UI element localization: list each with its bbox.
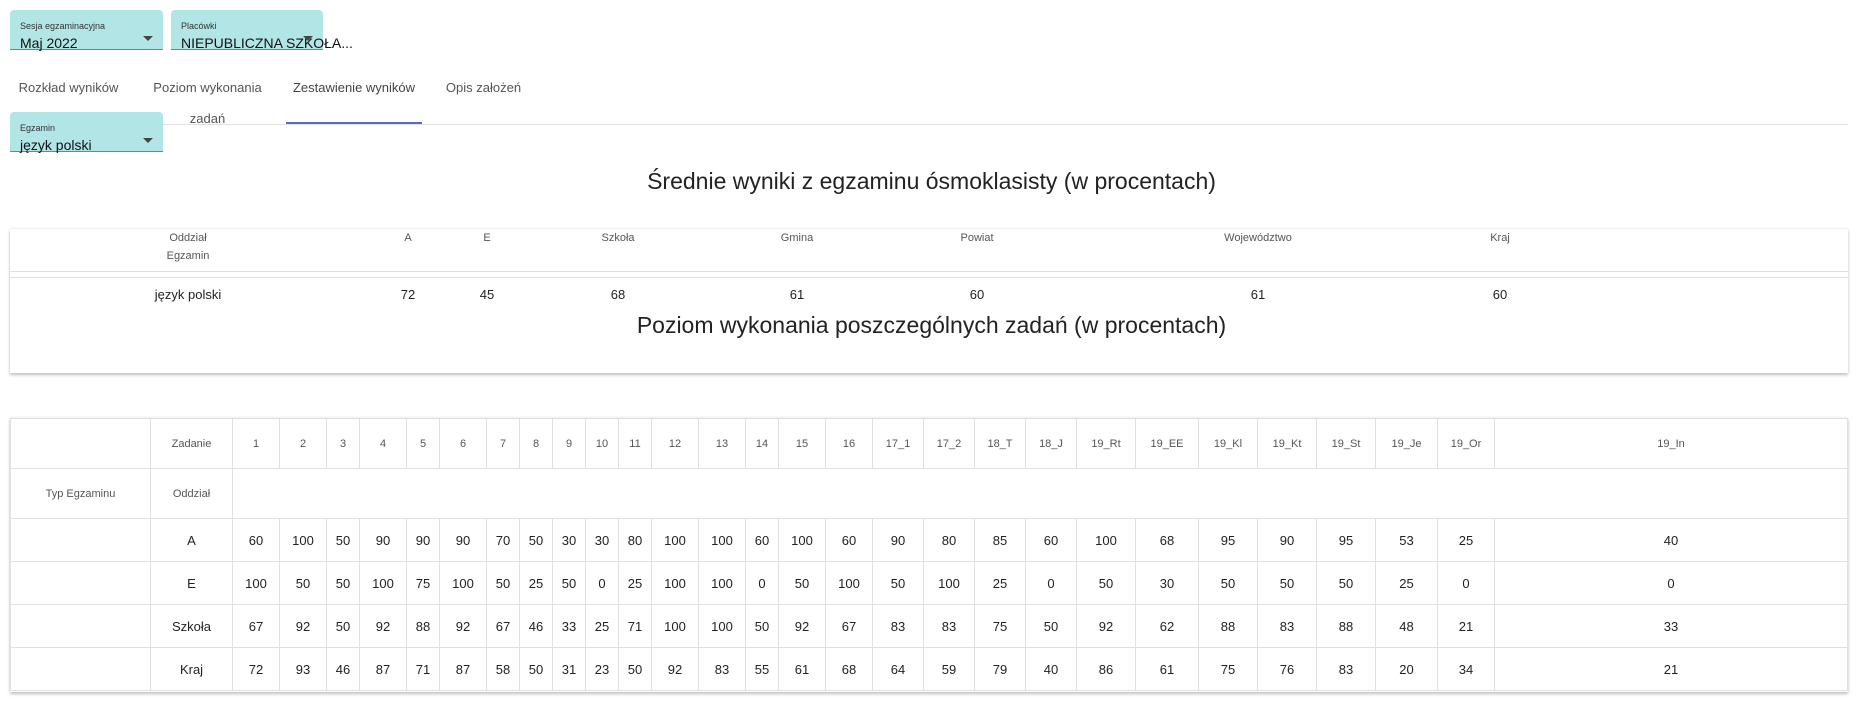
task-header: 19_EE: [1136, 419, 1199, 469]
task-value-cell: 53: [1376, 519, 1438, 562]
col-header: Gmina: [780, 232, 814, 244]
task-value-cell: 90: [873, 519, 924, 562]
task-value-cell: 100: [440, 562, 487, 605]
task-value-cell: 100: [280, 519, 327, 562]
task-value-cell: 50: [327, 562, 360, 605]
corner-cell: [11, 419, 151, 469]
task-value-cell: 67: [487, 605, 520, 648]
task-value-cell: 25: [520, 562, 553, 605]
task-value-cell: 83: [1317, 648, 1376, 691]
task-header: 6: [440, 419, 487, 469]
task-value-cell: 50: [779, 562, 826, 605]
task-header: 17_1: [873, 419, 924, 469]
task-value-cell: 83: [1258, 605, 1317, 648]
oddzial-header: Oddział: [151, 469, 233, 519]
col-header: E: [483, 232, 491, 244]
task-value-cell: 33: [1495, 605, 1848, 648]
table-row: [11, 519, 1848, 562]
task-value-cell: 61: [1136, 648, 1199, 691]
task-value-cell: 30: [1136, 562, 1199, 605]
task-header: 7: [487, 419, 520, 469]
task-value-cell: 46: [327, 648, 360, 691]
zadanie-header: Zadanie: [151, 419, 233, 469]
typ-cell: [11, 519, 151, 562]
row-name: A: [151, 519, 233, 562]
table-row: [11, 605, 1848, 648]
task-value-cell: 21: [1495, 648, 1848, 691]
task-value-cell: 88: [1199, 605, 1258, 648]
table-header-row: [11, 419, 1848, 469]
task-value-cell: 71: [619, 605, 652, 648]
row-name: Kraj: [151, 648, 233, 691]
task-value-cell: 25: [619, 562, 652, 605]
chevron-down-icon: [303, 36, 313, 41]
egzamin-header: Egzamin: [166, 250, 210, 262]
task-header: 19_Kt: [1258, 419, 1317, 469]
task-value-cell: 50: [1026, 605, 1077, 648]
task-value-cell: 50: [1258, 562, 1317, 605]
average-results-title: Średnie wyniki z egzaminu ósmoklasisty (w procentach): [647, 168, 1216, 194]
task-value-cell: 46: [520, 605, 553, 648]
task-value-cell: 50: [746, 605, 779, 648]
task-value-cell: 50: [1199, 562, 1258, 605]
facility-select-label: Placówki: [181, 21, 217, 31]
task-value-cell: 79: [975, 648, 1026, 691]
tab-opis-zalozen[interactable]: Opis założeń: [445, 80, 522, 95]
task-value-cell: 33: [553, 605, 586, 648]
task-value-cell: 95: [1199, 519, 1258, 562]
task-value-cell: 23: [586, 648, 619, 691]
task-value-cell: 100: [652, 605, 699, 648]
task-value-cell: 100: [652, 519, 699, 562]
table-row: [10, 277, 1848, 313]
task-header: 19_Or: [1438, 419, 1495, 469]
task-value-cell: 92: [360, 605, 407, 648]
task-value-cell: 67: [826, 605, 873, 648]
task-value-cell: 50: [1077, 562, 1136, 605]
tab-poziom-wykonania-zadan[interactable]: Poziom wykonania zadań: [153, 80, 262, 126]
task-value-cell: 48: [1376, 605, 1438, 648]
exam-select[interactable]: [10, 112, 163, 152]
task-value-cell: 0: [1438, 562, 1495, 605]
task-value-cell: 60: [233, 519, 280, 562]
task-header: 18_T: [975, 419, 1026, 469]
task-header: 4: [360, 419, 407, 469]
task-header: 9: [553, 419, 586, 469]
row-value: 61: [1250, 287, 1266, 302]
row-value: 60: [1492, 287, 1508, 302]
task-value-cell: 90: [407, 519, 440, 562]
task-value-cell: 75: [1199, 648, 1258, 691]
tab-bar: [10, 72, 1848, 125]
exam-select-label: Egzamin: [20, 123, 56, 133]
task-value-cell: 0: [586, 562, 619, 605]
task-value-cell: 50: [873, 562, 924, 605]
row-name: E: [151, 562, 233, 605]
task-header: 13: [699, 419, 746, 469]
task-value-cell: 83: [924, 605, 975, 648]
task-value-cell: 61: [779, 648, 826, 691]
task-value-cell: 87: [360, 648, 407, 691]
task-value-cell: 0: [746, 562, 779, 605]
task-header: 18_J: [1026, 419, 1077, 469]
task-value-cell: 90: [1258, 519, 1317, 562]
table-row: [11, 648, 1848, 691]
task-value-cell: 100: [233, 562, 280, 605]
task-value-cell: 80: [619, 519, 652, 562]
task-value-cell: 83: [873, 605, 924, 648]
task-value-cell: 40: [1495, 519, 1848, 562]
task-value-cell: 59: [924, 648, 975, 691]
task-value-cell: 88: [1317, 605, 1376, 648]
task-value-cell: 50: [619, 648, 652, 691]
task-value-cell: 25: [1438, 519, 1495, 562]
table-row: [11, 562, 1848, 605]
task-value-cell: 76: [1258, 648, 1317, 691]
task-value-cell: 60: [826, 519, 873, 562]
task-value-cell: 31: [553, 648, 586, 691]
task-value-cell: 40: [1026, 648, 1077, 691]
task-header: 10: [586, 419, 619, 469]
task-value-cell: 100: [699, 562, 746, 605]
task-header: 14: [746, 419, 779, 469]
tab-rozklad-wynikow[interactable]: Rozkład wyników: [18, 80, 119, 95]
task-value-cell: 50: [327, 519, 360, 562]
task-value-cell: 100: [1077, 519, 1136, 562]
task-value-cell: 92: [652, 648, 699, 691]
task-value-cell: 25: [586, 605, 619, 648]
table-subheader-row: [10, 235, 1848, 278]
task-value-cell: 88: [407, 605, 440, 648]
task-value-cell: 100: [360, 562, 407, 605]
task-value-cell: 60: [1026, 519, 1077, 562]
task-value-cell: 100: [826, 562, 873, 605]
typ-egzaminu-header: Typ Egzaminu: [11, 469, 151, 519]
task-value-cell: 30: [553, 519, 586, 562]
task-value-cell: 58: [487, 648, 520, 691]
task-value-cell: 95: [1317, 519, 1376, 562]
task-header: 8: [520, 419, 553, 469]
col-header: Województwo: [1224, 232, 1292, 244]
task-value-cell: 85: [975, 519, 1026, 562]
task-header: 11: [619, 419, 652, 469]
task-header: 19_St: [1317, 419, 1376, 469]
task-header: 3: [327, 419, 360, 469]
task-header: 19_Kl: [1199, 419, 1258, 469]
task-header: 15: [779, 419, 826, 469]
chevron-down-icon: [143, 36, 153, 41]
chevron-down-icon: [143, 138, 153, 143]
task-value-cell: 50: [1317, 562, 1376, 605]
task-value-cell: 34: [1438, 648, 1495, 691]
task-value-cell: 25: [975, 562, 1026, 605]
task-header: 16: [826, 419, 873, 469]
col-header: Szkoła: [601, 232, 635, 244]
task-value-cell: 93: [280, 648, 327, 691]
facility-select-value: NIEPUBLICZNA SZKOŁA...: [181, 35, 353, 51]
task-value-cell: 0: [1495, 562, 1848, 605]
task-value-cell: 60: [746, 519, 779, 562]
task-value-cell: 20: [1376, 648, 1438, 691]
typ-cell: [11, 648, 151, 691]
task-value-cell: 100: [699, 605, 746, 648]
average-results-table: [10, 229, 1848, 373]
task-results-table: [10, 418, 1848, 692]
task-value-cell: 75: [975, 605, 1026, 648]
task-value-cell: 100: [699, 519, 746, 562]
task-value-cell: 92: [280, 605, 327, 648]
task-value-cell: 90: [440, 519, 487, 562]
task-value-cell: 50: [487, 562, 520, 605]
row-name: język polski: [154, 287, 222, 302]
task-header: 17_2: [924, 419, 975, 469]
row-name: Szkoła: [151, 605, 233, 648]
task-header: 1: [233, 419, 280, 469]
task-value-cell: 0: [1026, 562, 1077, 605]
task-value-cell: 100: [924, 562, 975, 605]
facility-select[interactable]: [171, 10, 353, 51]
task-value-cell: 67: [233, 605, 280, 648]
task-header: 5: [407, 419, 440, 469]
task-value-cell: 68: [826, 648, 873, 691]
task-value-cell: 50: [553, 562, 586, 605]
task-results-title: Poziom wykonania poszczególnych zadań (w procentach): [636, 312, 1227, 338]
task-header: 19_Rt: [1077, 419, 1136, 469]
typ-cell: [11, 562, 151, 605]
session-select-label: Sesja egzaminacyjna: [20, 21, 106, 31]
task-value-cell: 83: [699, 648, 746, 691]
task-value-cell: 75: [407, 562, 440, 605]
row-value: 72: [400, 287, 416, 302]
row-value: 68: [610, 287, 626, 302]
session-select-value: Maj 2022: [20, 35, 78, 51]
task-value-cell: 87: [440, 648, 487, 691]
tab-zestawienie-wynikow[interactable]: Zestawienie wyników: [286, 72, 422, 124]
task-value-cell: 50: [520, 519, 553, 562]
subheader-filler: [233, 469, 1848, 519]
task-value-cell: 80: [924, 519, 975, 562]
session-select[interactable]: [10, 10, 163, 50]
task-value-cell: 50: [520, 648, 553, 691]
task-value-cell: 86: [1077, 648, 1136, 691]
task-value-cell: 30: [586, 519, 619, 562]
task-header: 19_Je: [1376, 419, 1438, 469]
task-value-cell: 21: [1438, 605, 1495, 648]
task-value-cell: 90: [360, 519, 407, 562]
task-header: 2: [280, 419, 327, 469]
task-value-cell: 92: [779, 605, 826, 648]
col-header: Powiat: [960, 232, 994, 244]
row-value: 61: [789, 287, 805, 302]
table-subheader-row: [11, 469, 1848, 519]
task-header: 19_In: [1495, 419, 1848, 469]
task-header: 12: [652, 419, 699, 469]
oddzial-header: Oddział: [169, 232, 207, 244]
col-header: Kraj: [1490, 232, 1510, 244]
col-header: A: [404, 232, 412, 244]
task-value-cell: 64: [873, 648, 924, 691]
exam-select-value: język polski: [20, 137, 92, 153]
task-value-cell: 25: [1376, 562, 1438, 605]
task-value-cell: 50: [280, 562, 327, 605]
task-value-cell: 55: [746, 648, 779, 691]
task-value-cell: 70: [487, 519, 520, 562]
row-value: 45: [479, 287, 495, 302]
task-value-cell: 50: [327, 605, 360, 648]
typ-cell: [11, 605, 151, 648]
task-value-cell: 68: [1136, 519, 1199, 562]
task-value-cell: 100: [779, 519, 826, 562]
task-value-cell: 92: [1077, 605, 1136, 648]
task-results-grid: [10, 418, 1848, 691]
task-value-cell: 92: [440, 605, 487, 648]
task-value-cell: 72: [233, 648, 280, 691]
row-value: 60: [969, 287, 985, 302]
task-value-cell: 100: [652, 562, 699, 605]
task-value-cell: 62: [1136, 605, 1199, 648]
task-value-cell: 71: [407, 648, 440, 691]
